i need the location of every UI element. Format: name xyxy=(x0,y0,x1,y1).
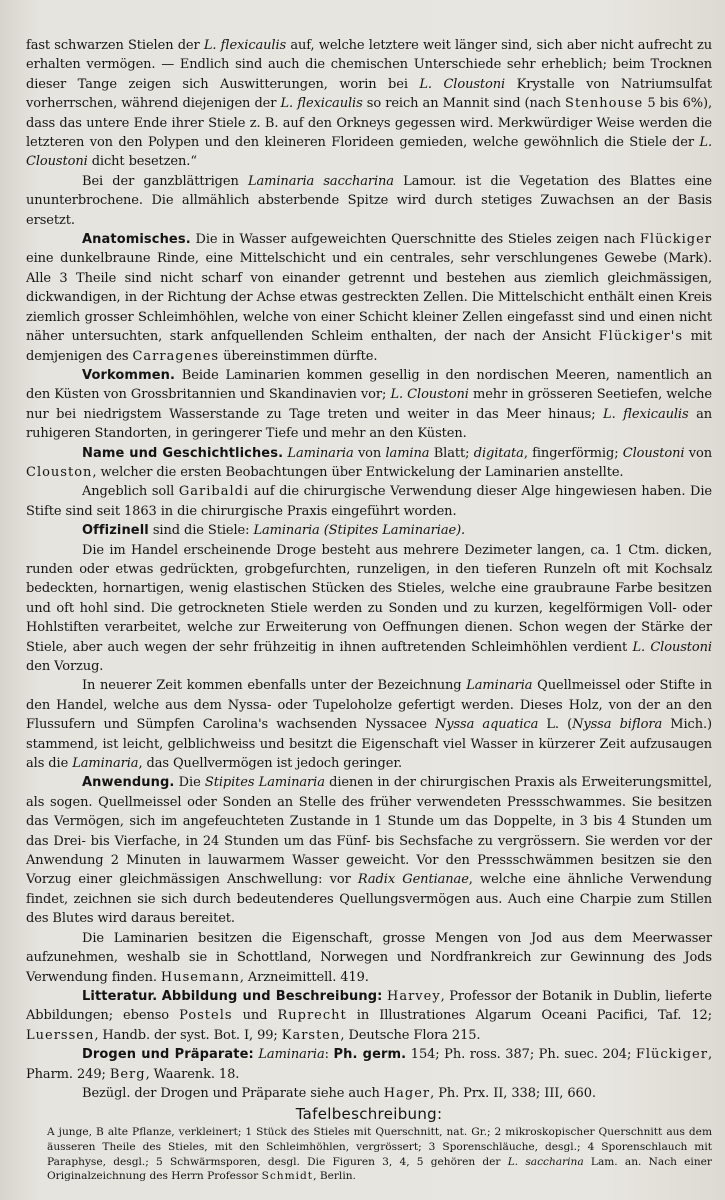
text-run: , Ph. Prx. II, 338; III, 660. xyxy=(430,1085,596,1101)
author-name: Harvey xyxy=(386,988,441,1004)
text-run: , Waarenk. 18. xyxy=(145,1066,240,1082)
paragraph xyxy=(26,676,712,773)
caption-text xyxy=(47,1125,712,1183)
paragraph-anatomisches xyxy=(26,230,712,366)
section-heading: Vorkommen. xyxy=(82,367,176,383)
italic-term: Laminaria (Stipites Laminariae). xyxy=(253,523,466,539)
text-run: von xyxy=(353,445,386,461)
text-run: an ruhigeren Standorten, in geringerer Tiefe und mehr an den Küsten. xyxy=(26,406,712,442)
text-run: , Pharm. 249; xyxy=(26,1047,712,1082)
text-run: Mich.) stammend, ist leicht, gelblichweiss und besitzt die Eigenschaft viel Wasser in kürzerer Zeit aufzusaugen als die xyxy=(26,717,712,772)
author-name: Flückiger's xyxy=(598,329,683,345)
italic-term: Nyssa aquatica xyxy=(434,717,539,733)
text-run: mit demjenigen des xyxy=(26,329,712,364)
paragraph xyxy=(26,1084,712,1103)
text-run: auf die chirurgische Verwendung dieser Alge hingewiesen haben. Die Stifte sind seit 1863 in die chirurgische Praxis eingeführt worden. xyxy=(26,484,712,519)
text-run: 5 bis 6%), dass das untere Ende ihrer Stiele z. B. auf den Orkneys gegessen wird. Merkwürdiger Weise werden die letzteren von den Polypen und den kleineren Florideen gemieden, welche gewöhnlich die Stiele der xyxy=(26,96,713,151)
text-run: eine dunkelbraune Rinde, eine Mittelschicht und ein centrales, sehr verschlungenes Gewebe (Mark). Alle 3 Theile sind nicht scharf von einander getrennt und bestehen aus ziemlich gleichmässigen, dickwandigen, in der Richtung der Achse etwas gestreckten Zellen. Die Mittelschicht enthält einen Kreis ziemlich grosser Schleimhöhlen, welche von einer Schicht kleiner Zellen eingefasst sind und einen nicht näher untersuchten, stark anfquellenden Schleim enthalten, der nach der Ansicht xyxy=(26,251,712,345)
text-run: Die xyxy=(174,775,205,791)
text-run: Die im Handel erscheinende Droge besteht aus mehrere Dezimeter langen, ca. 1 Ctm. dicken, runden oder etwas gedrückten, grobgefurchten, runzeligen, in den tieferen Runzeln oft mit Kochsalz bedeckten, hornartigen, wenig elastischen Stücken des Stieles, welche eine graubraune Farbe besitzen und oft hohl sind. Die getrockneten Stiele werden zu Sonden und zu kurzen, kegelförmigen Voll- oder Hohlstiften verarbeitet, welche zur Erweiterung von Oeffnungen dienen. Schon wegen der Stärke der Stiele, aber auch wegen der sehr frühzeitig in ihnen auftretenden Schleimhöhlen verdient xyxy=(26,542,712,655)
text-run: sind die Stiele: xyxy=(148,523,254,539)
italic-term: L. Cloustoni xyxy=(26,135,712,170)
section-heading: Abbildung und Beschreibung: xyxy=(161,988,383,1004)
paragraph-offizinell xyxy=(26,521,712,540)
caption-title: Tafelbeschreibung: xyxy=(295,1105,443,1124)
text-run: Lamour. ist die Vegetation des Blattes eine ununterbrochene. Die allmählich absterbende Spitze wird durch stetiges Zuwachsen an der Basis ersetzt. xyxy=(26,173,713,228)
section-heading: Anwendung. xyxy=(82,775,175,791)
text-run: 154; Ph. ross. 387; Ph. suec. 204; xyxy=(406,1047,636,1063)
section-heading: Litteratur. xyxy=(82,988,158,1004)
italic-term: Cloustoni xyxy=(622,445,685,461)
italic-term: Laminaria xyxy=(72,756,139,772)
author-name: Schmidt xyxy=(261,1170,314,1183)
italic-term: L. Cloustoni xyxy=(419,76,506,92)
section-heading: Anatomisches. xyxy=(82,232,191,248)
text-run: fast schwarzen Stielen der xyxy=(26,38,204,53)
text-run: In neuerer Zeit kommen ebenfalls unter der Bezeichnung xyxy=(82,678,467,694)
body-text xyxy=(26,36,712,1103)
italic-term: lamina xyxy=(385,445,430,461)
text-run: Blatt; xyxy=(429,445,474,461)
author-name: Flückiger xyxy=(639,232,712,248)
paragraph xyxy=(26,482,712,521)
italic-term: Nyssa biflora xyxy=(572,717,663,733)
paragraph xyxy=(26,541,712,677)
author-name: Ruprecht xyxy=(277,1008,347,1024)
section-heading: Ph. germ. xyxy=(333,1047,407,1063)
text-run: Krystalle von Natriumsulfat vorherrschen, während diejenigen der xyxy=(26,76,712,112)
text-run: , Deutsche Flora 215. xyxy=(340,1027,481,1043)
text-run: A junge, B alte Pflanze, verkleinert; 1 Stück des Stieles mit Querschnitt, nat. Gr.; 2 mikroskopischer Querschnitt aus dem äusseren Theile des Stieles, mit den Schleimhöhlen, vergrössert; 3 Sporenschläuche, desgl.; 4 Sporenschlauch mit Paraphyse, desgl.; 5 Schwärmsporen, desgl. Die Figuren 3, 4, 5 gehören der xyxy=(47,1126,712,1168)
author-name: Hager xyxy=(383,1085,431,1101)
text-run: Die Laminarien besitzen die Eigenschaft, grosse Mengen von Jod aus dem Meerwasser aufzunehmen, weshalb sie in Schottland, Norwegen und Nordfrankreich zur Gewinnung des Jods Verwendung finden. xyxy=(26,930,712,985)
italic-term: L. Cloustoni xyxy=(390,387,469,403)
text-run: Die in Wasser aufgeweichten Querschnitte des Stieles zeigen nach xyxy=(190,232,640,248)
text-run: , Arzneimittell. 419. xyxy=(239,969,369,985)
section-heading: Drogen und Präparate: xyxy=(82,1047,254,1063)
section-heading: Name und Geschichtliches. xyxy=(82,445,284,461)
text-run: Beide Laminarien kommen gesellig in den nordischen Meeren, namentlich an den Küsten von Grossbritannien und Skandinavien vor; xyxy=(26,367,712,403)
text-run: , Handb. der syst. Bot. I, 99; xyxy=(94,1027,282,1043)
italic-term: L. Cloustoni xyxy=(632,639,712,655)
text-run: , Professor der Botanik in Dublin, lieferte Abbildungen; ebenso xyxy=(26,988,712,1024)
italic-term: L. flexicaulis xyxy=(280,96,363,112)
text-run: , welcher die ersten Beobachtungen über Entwickelung der Laminarien anstellte. xyxy=(92,464,624,480)
text-run: dienen in der chirurgischen Praxis als Erweiterungsmittel, als sogen. Quellmeissel oder Sonden an Stelle des früher verwendeten Pressschwammes. Sie besitzen das Vermögen, sich im angefeuchteten Zustande in 1 Stunde um das Doppelte, in 3 bis 4 Stunden um das Drei- bis Vierfache, in 24 Stunden um das Fünf- bis Sechsfache zu vergrössern. Sie werden vor der Anwendung 2 Minuten in lauwarmem Wasser geweicht. Vor den Pressschwämmen besitzen sie den Vorzug einer gleichmässigen Anschwellung: vor xyxy=(26,775,712,888)
italic-term: L. saccharina xyxy=(507,1155,584,1168)
text-run: Bezügl. der Drogen und Präparate siehe auch xyxy=(82,1085,384,1101)
author-name: Berg xyxy=(109,1066,146,1082)
author-name: Garibaldi xyxy=(178,484,250,500)
italic-term: digitata xyxy=(473,445,524,461)
text-run: dicht besetzen.“ xyxy=(87,154,197,170)
section-heading: Offizinell xyxy=(82,523,149,539)
text-run: und xyxy=(232,1008,278,1024)
text-run: mehr in grösseren Seetiefen, welche nur bei niedrigstem Wasserstande zu Tage treten und weiter in das Meer hinaus; xyxy=(26,387,712,422)
italic-term: L. flexicaulis xyxy=(203,38,287,53)
author-name: Karsten xyxy=(281,1027,341,1043)
author-name: Postels xyxy=(179,1008,233,1024)
text-run: übereinstimmen dürfte. xyxy=(219,348,378,364)
text-run: Bei der ganzblättrigen xyxy=(82,173,248,189)
text-run: so reich an Mannit sind (nach xyxy=(362,96,566,112)
text-run: von xyxy=(684,445,712,461)
italic-term: Radix Gentianae xyxy=(357,872,469,888)
text-run: den Vorzug. xyxy=(26,659,104,674)
author-name: Flückiger xyxy=(635,1047,708,1063)
text-run: , fingerförmig; xyxy=(523,445,623,461)
text-run: Quellmeissel oder Stifte in den Handel, welche aus dem Nyssa- oder Tupeloholze gefertigt werden. Dieses Holz, von der an den Flussufern und Sümpfen Carolina's wachsenden Nyssacee xyxy=(26,678,712,733)
text-run: Lam. an. Nach einer Originalzeichnung des Herrn Professor xyxy=(47,1155,712,1183)
italic-term: Stipites Laminaria xyxy=(204,775,325,791)
paragraph xyxy=(26,36,712,172)
text-run: , Berlin. xyxy=(313,1170,356,1183)
paragraph-anwendung xyxy=(26,773,712,928)
italic-term: L. flexicaulis xyxy=(603,406,689,422)
author-name: Clouston xyxy=(26,464,93,480)
italic-term: Laminaria xyxy=(258,1047,325,1063)
paragraph-vorkommen xyxy=(26,366,712,444)
author-name: Stenhouse xyxy=(565,96,644,112)
text-run: , welche eine ähnliche Verwendung findet, zeichnen sie sich durch bedeutenderes Quellungsvermögen aus. Auch eine Charpie zum Stillen des Blutes wird daraus bereitet. xyxy=(26,872,712,927)
text-run: , das Quellvermögen ist jedoch geringer. xyxy=(138,756,403,772)
paragraph xyxy=(26,172,712,230)
text-run: L. ( xyxy=(538,717,573,733)
text-run: in Illustrationes Algarum Oceani Pacifici, Taf. 12; xyxy=(346,1008,712,1024)
paragraph-drogen-und-praeparate xyxy=(26,1045,712,1084)
plate-caption xyxy=(26,1125,712,1183)
italic-term: Laminaria xyxy=(466,678,533,694)
paragraph-name-und-geschichtliches xyxy=(26,444,712,483)
italic-term: Laminaria saccharina xyxy=(247,173,394,189)
text-run: auf, welche letztere weit länger sind, sich aber nicht aufrecht zu erhalten vermögen. — Endlich sind auch die chemischen Unterschiede sehr erheblich; beim Trocknen dieser Tange zeigen sich Auswitterungen, worin bei xyxy=(26,38,712,92)
paragraph xyxy=(26,929,712,987)
paragraph-litteratur xyxy=(26,987,712,1045)
author-name: Carragenes xyxy=(132,348,220,364)
author-name: Husemann xyxy=(160,969,240,985)
italic-term: Laminaria xyxy=(287,445,354,461)
text-run: Angeblich soll xyxy=(82,484,179,500)
author-name: Luerssen xyxy=(26,1027,95,1043)
text-run: : xyxy=(324,1047,334,1063)
